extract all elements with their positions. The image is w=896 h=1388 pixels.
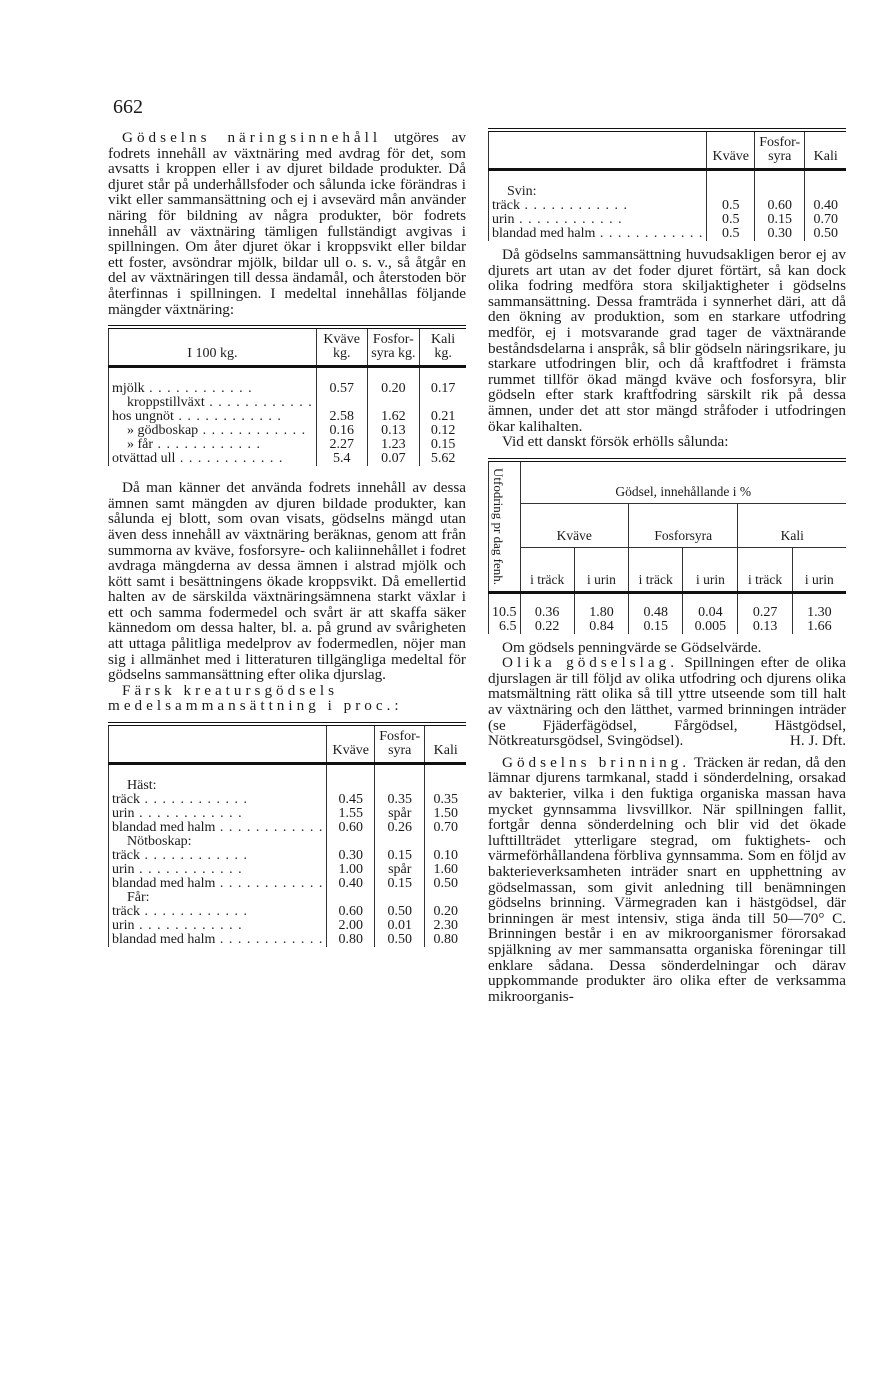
value-cell: 1.00 xyxy=(327,863,375,877)
value-cell: 0.12 xyxy=(420,424,466,438)
table-row xyxy=(109,793,467,807)
leaf-header: i urin xyxy=(792,547,846,592)
paragraph-danish-intro: Vid ett danskt försök erhölls sålunda: xyxy=(502,433,729,451)
author-signature: H. J. Dft. xyxy=(789,732,846,750)
row-label: kroppstillväxt . . . xyxy=(109,396,317,410)
feed-cell: 10.5 xyxy=(492,604,517,620)
value-cell: 0.01 xyxy=(375,919,425,933)
table-row xyxy=(109,410,467,424)
leaf-header: i träck xyxy=(629,547,683,592)
section-heading: Gödselns näringsinnehåll xyxy=(122,129,382,146)
value-cell: 1.60 xyxy=(425,863,466,877)
table-fresh-manure-composition xyxy=(108,722,466,947)
table-row xyxy=(109,821,467,835)
value-cell: 0.005 xyxy=(683,620,738,634)
table-row xyxy=(489,227,847,241)
row-label: urin . . . xyxy=(489,213,707,227)
value-cell: 0.16 xyxy=(316,424,367,438)
group-label: Svin: xyxy=(507,185,537,199)
table-row xyxy=(489,185,847,199)
value-cell: 1.50 xyxy=(425,807,466,821)
value-cell: 0.40 xyxy=(327,877,375,891)
table-row xyxy=(109,396,467,410)
right-column xyxy=(488,128,846,1004)
paragraph-feeding: Då gödselns sammansättning huvudsakligen beror ej av djurets art utan av det foder djuret förtärt, så kan dock olika fodring medföra stora skiljaktigheter i gödselns sammansättning. Dessa framträda i synnerhet däri, att då den ökning av produktion, som en starkare utfodring medför, ej i motsvarande grad tager de växtnärande beståndsdelarna i anspråk, så blir gödseln näringsrikare, ju starkare utfodringen blir, och då kraftfodret i främsta rummet tillför ökad mängd kväve och fosforsyra, blir gödseln efter stark kraftfodring särskilt rik på dessa ämnen, under det att stor mängd stråfoder i utfodringen ökar kalihalten. xyxy=(488,246,846,435)
table-row xyxy=(489,606,847,620)
table-row xyxy=(489,213,847,227)
value-cell: 0.60 xyxy=(755,199,805,213)
value-cell: spår xyxy=(375,807,425,821)
value-cell: 0.80 xyxy=(425,933,466,947)
table-row xyxy=(109,905,467,919)
row-label: blandad med halm . . . xyxy=(109,821,327,835)
table-row xyxy=(489,620,847,634)
value-cell: 5.4 xyxy=(316,452,367,466)
table-row xyxy=(109,779,467,793)
table-row xyxy=(109,849,467,863)
value-cell: 0.15 xyxy=(420,438,466,452)
value-cell: 0.50 xyxy=(805,227,846,241)
table-row xyxy=(109,452,467,466)
value-cell xyxy=(316,396,367,410)
row-label: blandad med halm . . . xyxy=(109,933,327,947)
value-cell: 5.62 xyxy=(420,452,466,466)
section-heading-farsk: Färsk kreatursgödsels medelsammansättning i proc.: xyxy=(108,681,403,715)
value-cell xyxy=(425,779,466,793)
value-cell: 0.04 xyxy=(683,606,738,620)
header-cell: Fosfor-syra xyxy=(755,132,805,170)
value-cell xyxy=(327,835,375,849)
value-cell: 1.62 xyxy=(367,410,420,424)
value-cell: 0.22 xyxy=(520,620,574,634)
paragraph-penningvarde: Om gödsels penningvärde se Gödselvärde. xyxy=(502,638,762,656)
table-row xyxy=(109,382,467,396)
value-cell: 0.50 xyxy=(375,905,425,919)
value-cell: 0.60 xyxy=(327,821,375,835)
table-row xyxy=(109,933,467,947)
paragraph-brinning: Gödselns brinning. Träcken är redan, då den lämnar djurens tarmkanal, stadd i sönderdelning, orsakad av bakterier, vilka i den fuktiga organiska massan hava mycket gynnsamma livsvillkor. När spillningen fallit, fortgår denna sönderdelning och blir vid det ökade lufttillträdet ytterligare stegrad, om fuktighets- och värmeförhållandena förbliva gynnsamma. Som en följd av bakterieverksamheten inträder snart en upphettning av gödselmassan, som givit anledning till benämningen gödselns brinning. Värmegraden kan i hästgödsel, där brinningen är mest intensiv, stiga ända till 50—70° C. Brinningen består i en av mikroorganismer förorsakad spjälkning av mer sammansatta organiska föreningar till enklare sådana. Dessa sönderdelningar och därav uppkommande produkter äro olika efter de verksamma mikroorganis- xyxy=(488,753,847,1005)
row-label: urin . . . xyxy=(109,863,327,877)
paragraph-naringsinnehall: Gödselns näringsinnehåll utgöres av fodrets innehåll av växtnäring med avdrag för det, som avsatts i kroppen eller i av djuret bildade produkter. Då djuret står på underhållsfoder och sålunda icke förändras i vikt eller sammansättning och ej i avsevärd mån använder näring för bildning av några produkter, bör fodrets innehåll av växtnäring tämligen fullständigt avgivas i spillningen. Om åter djuret ökar i kroppsvikt eller bildar ett foster, avsöndrar mjölk, bildar ull o. s. v., så åtgår en del av växtnäringen till dessa ändamål, och återstoden bör återfinnas i spillningen. I medeltal innehållas följande mängder växtnäring: xyxy=(108,129,467,318)
value-cell: 0.84 xyxy=(574,620,628,634)
value-cell: 0.21 xyxy=(420,410,466,424)
value-cell xyxy=(327,891,375,905)
value-cell: 0.35 xyxy=(375,793,425,807)
value-cell: 0.20 xyxy=(425,905,466,919)
section-heading: Gödselns brinning. xyxy=(502,753,691,771)
row-label: urin . . . xyxy=(109,807,327,821)
value-cell: 0.17 xyxy=(420,382,466,396)
value-cell xyxy=(327,779,375,793)
value-cell xyxy=(707,185,755,199)
value-cell: 0.13 xyxy=(738,620,792,634)
table-row xyxy=(489,199,847,213)
value-cell: 0.36 xyxy=(520,606,574,620)
value-cell: 0.26 xyxy=(375,821,425,835)
row-label: träck . . . xyxy=(109,849,327,863)
value-cell: 1.55 xyxy=(327,807,375,821)
value-cell: 0.5 xyxy=(707,227,755,241)
row-label: hos ungnöt . . . xyxy=(109,410,317,424)
value-cell: 0.5 xyxy=(707,199,755,213)
value-cell: 0.15 xyxy=(375,849,425,863)
header-cell: Kali xyxy=(805,132,846,170)
group-label: Nötboskap: xyxy=(127,835,192,850)
value-cell: 1.23 xyxy=(367,438,420,452)
table-nutrients-per-100kg xyxy=(108,325,466,466)
value-cell: 0.5 xyxy=(707,213,755,227)
value-cell: 2.58 xyxy=(316,410,367,424)
table-row xyxy=(109,424,467,438)
value-cell: 2.00 xyxy=(327,919,375,933)
value-cell: 1.66 xyxy=(792,620,846,634)
value-cell: 2.30 xyxy=(425,919,466,933)
table-danish-experiment xyxy=(488,458,846,634)
header-cell xyxy=(489,132,707,170)
value-cell: 0.35 xyxy=(425,793,466,807)
value-cell xyxy=(420,396,466,410)
value-cell: 0.10 xyxy=(425,849,466,863)
value-cell: 0.30 xyxy=(327,849,375,863)
value-cell: 0.50 xyxy=(375,933,425,947)
row-label: otvättad ull . . . xyxy=(109,452,317,466)
rotated-header: Utfodring pr dag fenh. xyxy=(489,462,521,592)
value-cell: 0.48 xyxy=(629,606,683,620)
row-label: urin . . . xyxy=(109,919,327,933)
value-cell: 0.13 xyxy=(367,424,420,438)
value-cell xyxy=(425,891,466,905)
leaf-header: i urin xyxy=(574,547,628,592)
header-cell: Kali kg. xyxy=(420,329,466,367)
row-label: » får . . . xyxy=(109,438,317,452)
row-label: blandad med halm . . . xyxy=(109,877,327,891)
subheader-kali: Kali xyxy=(738,504,846,547)
header-cell: I 100 kg. xyxy=(109,329,317,367)
value-cell: 0.80 xyxy=(327,933,375,947)
page-number: 662 xyxy=(113,96,143,118)
header-cell: Kväve xyxy=(327,726,375,764)
row-label: » gödboskap . . . xyxy=(109,424,317,438)
subheader-kvave: Kväve xyxy=(520,504,629,547)
header-cell: Kväve kg. xyxy=(316,329,367,367)
table-row xyxy=(109,863,467,877)
value-cell: 0.70 xyxy=(425,821,466,835)
table-swine-manure xyxy=(488,128,846,241)
value-cell xyxy=(375,779,425,793)
row-label: träck . . . xyxy=(109,793,327,807)
table-row xyxy=(109,877,467,891)
left-column xyxy=(108,130,466,953)
value-cell: 1.30 xyxy=(792,606,846,620)
group-header: Gödsel, innehållande i % xyxy=(520,462,846,504)
value-cell: 2.27 xyxy=(316,438,367,452)
value-cell xyxy=(367,396,420,410)
value-cell xyxy=(375,835,425,849)
value-cell: 1.80 xyxy=(574,606,628,620)
value-cell: 0.30 xyxy=(755,227,805,241)
value-cell: 0.45 xyxy=(327,793,375,807)
header-cell xyxy=(109,726,327,764)
table-row xyxy=(109,891,467,905)
value-cell xyxy=(375,891,425,905)
value-cell xyxy=(425,835,466,849)
header-cell: Kali xyxy=(425,726,466,764)
leaf-header: i träck xyxy=(520,547,574,592)
value-cell: 0.70 xyxy=(805,213,846,227)
value-cell: 0.27 xyxy=(738,606,792,620)
subheader-fosforsyra: Fosforsyra xyxy=(629,504,738,547)
value-cell xyxy=(805,185,846,199)
row-label: blandad med halm . . . xyxy=(489,227,707,241)
value-cell: 0.15 xyxy=(755,213,805,227)
group-label: Får: xyxy=(127,891,150,906)
value-cell: 0.20 xyxy=(367,382,420,396)
feed-cell: 6.5 xyxy=(499,618,517,634)
value-cell: 0.60 xyxy=(327,905,375,919)
value-cell: 0.15 xyxy=(375,877,425,891)
leaf-header: i urin xyxy=(683,547,738,592)
value-cell: 0.57 xyxy=(316,382,367,396)
header-cell: Fosfor-syra xyxy=(375,726,425,764)
header-cell: Kväve xyxy=(707,132,755,170)
row-label: mjölk . . . xyxy=(109,382,317,396)
section-heading: Olika gödselslag. xyxy=(502,654,679,672)
paragraph-olika-godselslag: Olika gödselslag. Spillningen efter de olika djurslagen är till följd av olika utfodring och djurens olika matsmältning rätt olika så till yttre utseende som till halt av växtnäring och den lätthet, varmed brinningen inträder (se Fjäderfägödsel, Fårgödsel, Hästgödsel, Nötkreatursgödsel, Svingödsel). H. J. Dft. xyxy=(488,654,846,750)
paragraph-calculation: Då man känner det använda fodrets innehåll av dessa ämnen samt mängden av djuren bildade produkter, kan sålunda ej blott, som ovan visats, gödselns mängd utan även dess innehåll av växtnäring beräknas, genom att från summorna av kväve, fosforsyre- och kaliinnehållet i fodret avdraga mängderna av dessa ämnen i alstrad mjölk och kött samt i besättningens ökade kroppsvikt. Då emellertid halten av de särskilda växtnäringsämnena starkt växlar i ett och samma fodermedel och svårt är att skaffa säker kännedom om dessa halter, bl. a. på grund av svårigheten att uttaga pålitliga medelprov av fodermedlen, nöjer man sig i allmänhet med i litteraturen tillgängliga medeltal för gödselns sammansättning efter olika djurslag. xyxy=(108,479,466,684)
row-label: träck . . . xyxy=(109,905,327,919)
value-cell: 0.40 xyxy=(805,199,846,213)
table-row xyxy=(109,835,467,849)
leaf-header: i träck xyxy=(738,547,792,592)
value-cell: 0.15 xyxy=(629,620,683,634)
group-label: Häst: xyxy=(127,779,157,794)
value-cell: 0.07 xyxy=(367,452,420,466)
value-cell: 0.50 xyxy=(425,877,466,891)
row-label: träck . . . xyxy=(489,199,707,213)
value-cell xyxy=(755,185,805,199)
table-row xyxy=(109,919,467,933)
table-row xyxy=(109,438,467,452)
table-row xyxy=(109,807,467,821)
header-cell: Fosfor-syra kg. xyxy=(367,329,420,367)
value-cell: spår xyxy=(375,863,425,877)
